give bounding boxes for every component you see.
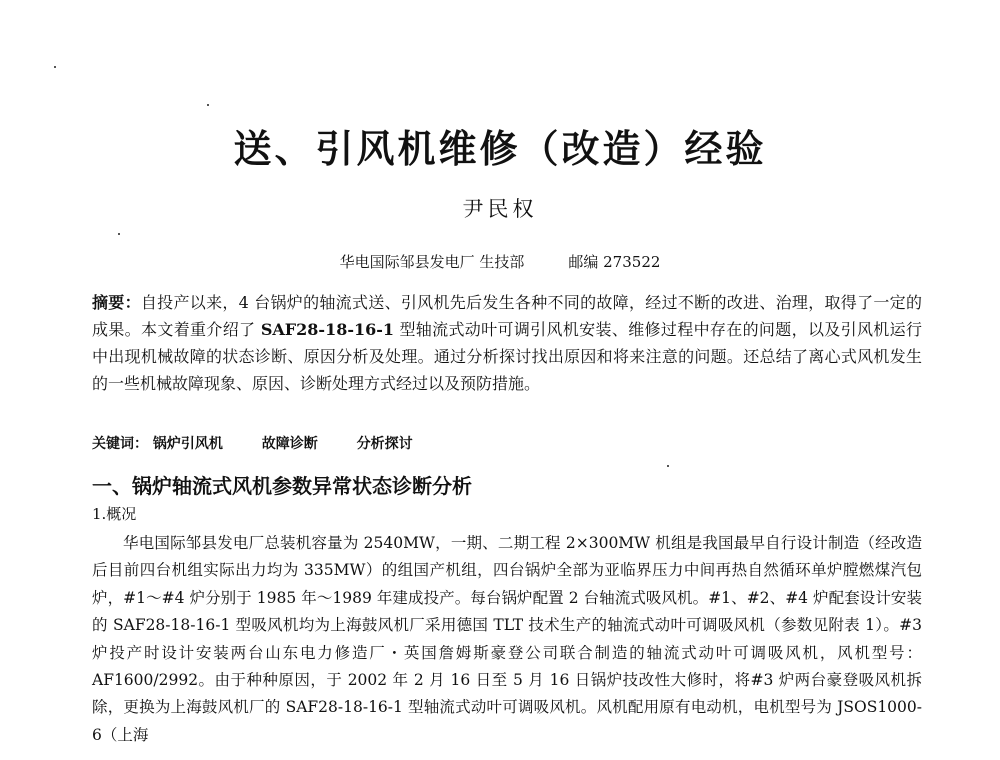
scan-speck <box>667 465 669 467</box>
affiliation-org: 华电国际邹县发电厂 生技部 <box>339 253 525 271</box>
paper-title: 送、引风机维修（改造）经验 <box>233 127 767 171</box>
body-paragraph: 华电国际邹县发电厂总装机容量为 2540MW，一期、二期工程 2×300MW 机组是我国最早自行设计制造（经改造后目前四台机组实际出力均为 335MW）的组国产机组，四台锅炉全部为亚临界压力中间再热自然循环单炉膛燃煤汽包炉，#1～#4 炉分别于 1985 年～1989 年建成投产。每台锅炉配置 2 台轴流式吸风机。#1、#2、#4 炉配套设计安装的 SAF28-18-16-1 型吸风机均为上海鼓风机厂采用德国 TLT 技术生产的轴流式动叶可调吸风机（参数见附表 1）。#3 炉投产时设计安装两台山东电力修造厂・英国詹姆斯豪登公司联合制造的轴流式动叶可调吸风机，风机型号：AF1600/2992。由于种种原因，于 2002 年 2 月 16 日至 5 月 16 日锅炉技改性大修时，将#3 炉两台豪登吸风机拆除，更换为上海鼓风机厂的 SAF28-18-16-1 型轴流式动叶可调吸风机。风机配用原有电动机，电机型号为 JSOS1000-6（上海 <box>92 534 922 744</box>
abstract-label: 摘要： <box>92 293 141 312</box>
keywords-label: 关键词： <box>92 436 148 452</box>
keyword-item: 锅炉引风机 <box>152 436 223 452</box>
subsection-heading: 1.概况 <box>92 505 137 523</box>
affiliation <box>0 251 1000 272</box>
abstract-model: SAF28-18-16-1 <box>260 320 395 339</box>
scan-speck <box>207 104 209 106</box>
keyword-item: 故障诊断 <box>261 436 318 452</box>
keywords <box>92 433 922 453</box>
abstract-text-part2: 型轴流式动叶可调引风机安装、维修过程中存在的问题，以及引风机运行中出现机械故障的状态诊断、原因分析及处理。通过分析探讨找出原因和将来注意的问题。还总结了离心式风机发生的一些机械故障现象、原因、诊断处理方式经过以及预防措施。 <box>92 320 922 393</box>
abstract-text-part1: 自投产以来，4 台锅炉的轴流式送、引风机先后发生各种不同的故障，经过不断的改进、治理，取得了一定的成果。本文着重介绍了 <box>92 293 922 339</box>
author-name: 尹民权 <box>462 197 538 221</box>
affiliation-postcode: 邮编 273522 <box>568 253 661 271</box>
section-heading: 一、锅炉轴流式风机参数异常状态诊断分析 <box>92 474 472 498</box>
keyword-item: 分析探讨 <box>356 436 413 452</box>
scan-speck <box>118 233 120 235</box>
scan-speck <box>54 66 56 68</box>
abstract <box>92 289 922 397</box>
